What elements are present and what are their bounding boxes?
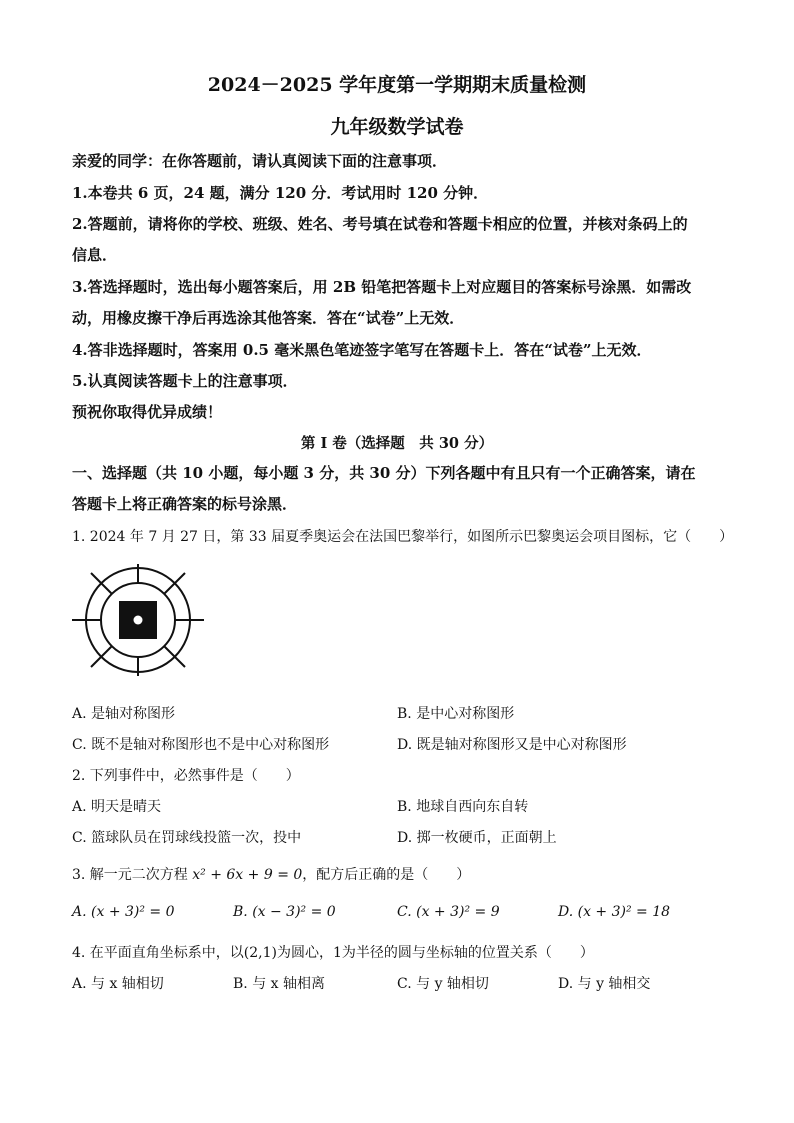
q1-option-c[interactable]: C. 既不是轴对称图形也不是中心对称图形	[72, 737, 330, 753]
q4-option-c[interactable]: C. 与 y 轴相切	[397, 976, 489, 992]
exam-title: 2024－2025 学年度第一学期期末质量检测	[207, 74, 587, 96]
part1-instructions-line2: 答题卡上将正确答案的标号涂黑．	[72, 495, 298, 513]
note-5: 5.认真阅读答题卡上的注意事项．	[72, 372, 298, 390]
q2-option-a[interactable]: A. 明天是晴天	[72, 799, 162, 815]
note-wish: 预祝你取得优异成绩！	[72, 403, 223, 421]
q1-option-a[interactable]: A. 是轴对称图形	[72, 706, 176, 722]
q4-option-a[interactable]: A. 与 x 轴相切	[72, 976, 164, 992]
q2-option-d[interactable]: D. 掷一枚硬币，正面朝上	[397, 830, 557, 846]
q3-equation: x² + 6x + 9 = 0	[192, 867, 303, 883]
q1-option-d[interactable]: D. 既是轴对称图形又是中心对称图形	[397, 737, 627, 753]
paris-olympics-target-icon	[68, 560, 208, 680]
q3-stem-prefix: 3. 解一元二次方程	[72, 867, 193, 883]
exam-subtitle: 九年级数学试卷	[330, 116, 464, 138]
note-3-line1: 3.答选择题时，选出每小题答案后，用 2B 铅笔把答题卡上对应题目的答案标号涂黑．如需改	[72, 278, 692, 296]
q3-option-d-text: D. (x + 3)² = 18	[558, 904, 671, 920]
note-2-line1: 2.答题前，请将你的学校、班级、姓名、考号填在试卷和答题卡相应的位置，并核对条码上的	[72, 215, 688, 233]
q1-option-b[interactable]: B. 是中心对称图形	[397, 706, 515, 722]
note-2-line2: 信息．	[72, 246, 118, 264]
part1-heading: 第 I 卷（选择题 共 30 分）	[300, 435, 494, 452]
question-2-stem: 2. 下列事件中，必然事件是（ ）	[72, 768, 300, 784]
q3-option-c[interactable]	[397, 904, 500, 920]
note-3-line2: 动，用橡皮擦干净后再选涂其他答案．答在“试卷”上无效．	[72, 309, 465, 327]
q4-option-d[interactable]: D. 与 y 轴相交	[558, 976, 651, 992]
q3-stem-suffix: ，配方后正确的是（ ）	[302, 867, 471, 883]
q3-option-a[interactable]	[72, 904, 175, 920]
q3-option-c-text: C. (x + 3)² = 9	[397, 904, 500, 920]
q4-option-b[interactable]: B. 与 x 轴相离	[233, 976, 325, 992]
q2-option-c[interactable]: C. 篮球队员在罚球线投篮一次，投中	[72, 830, 302, 846]
q3-option-b-text: B. (x − 3)² = 0	[233, 904, 336, 920]
question-3-stem	[72, 864, 470, 884]
q3-option-d[interactable]	[558, 904, 670, 920]
question-4-stem: 4. 在平面直角坐标系中，以(2,1)为圆心，1为半径的圆与坐标轴的位置关系（ ）	[72, 945, 594, 961]
question-1-stem: 1. 2024 年 7 月 27 日，第 33 届夏季奥运会在法国巴黎举行，如图所示巴黎奥运会项目图标，它（ ）	[72, 529, 734, 545]
note-1: 1.本卷共 6 页，24 题，满分 120 分．考试用时 120 分钟．	[72, 184, 489, 202]
q3-option-a-text: A. (x + 3)² = 0	[72, 904, 175, 920]
note-4: 4.答非选择题时，答案用 0.5 毫米黑色笔迹签字笔写在答题卡上．答在“试卷”上无效．	[72, 341, 652, 359]
q2-option-b[interactable]: B. 地球自西向东自转	[397, 799, 529, 815]
notes-intro: 亲爱的同学：在你答题前，请认真阅读下面的注意事项．	[72, 152, 448, 170]
part1-instructions-line1: 一、选择题（共 10 小题，每小题 3 分，共 30 分）下列各题中有且只有一个正确答案，请在	[72, 464, 696, 482]
q3-option-b[interactable]	[233, 904, 336, 920]
